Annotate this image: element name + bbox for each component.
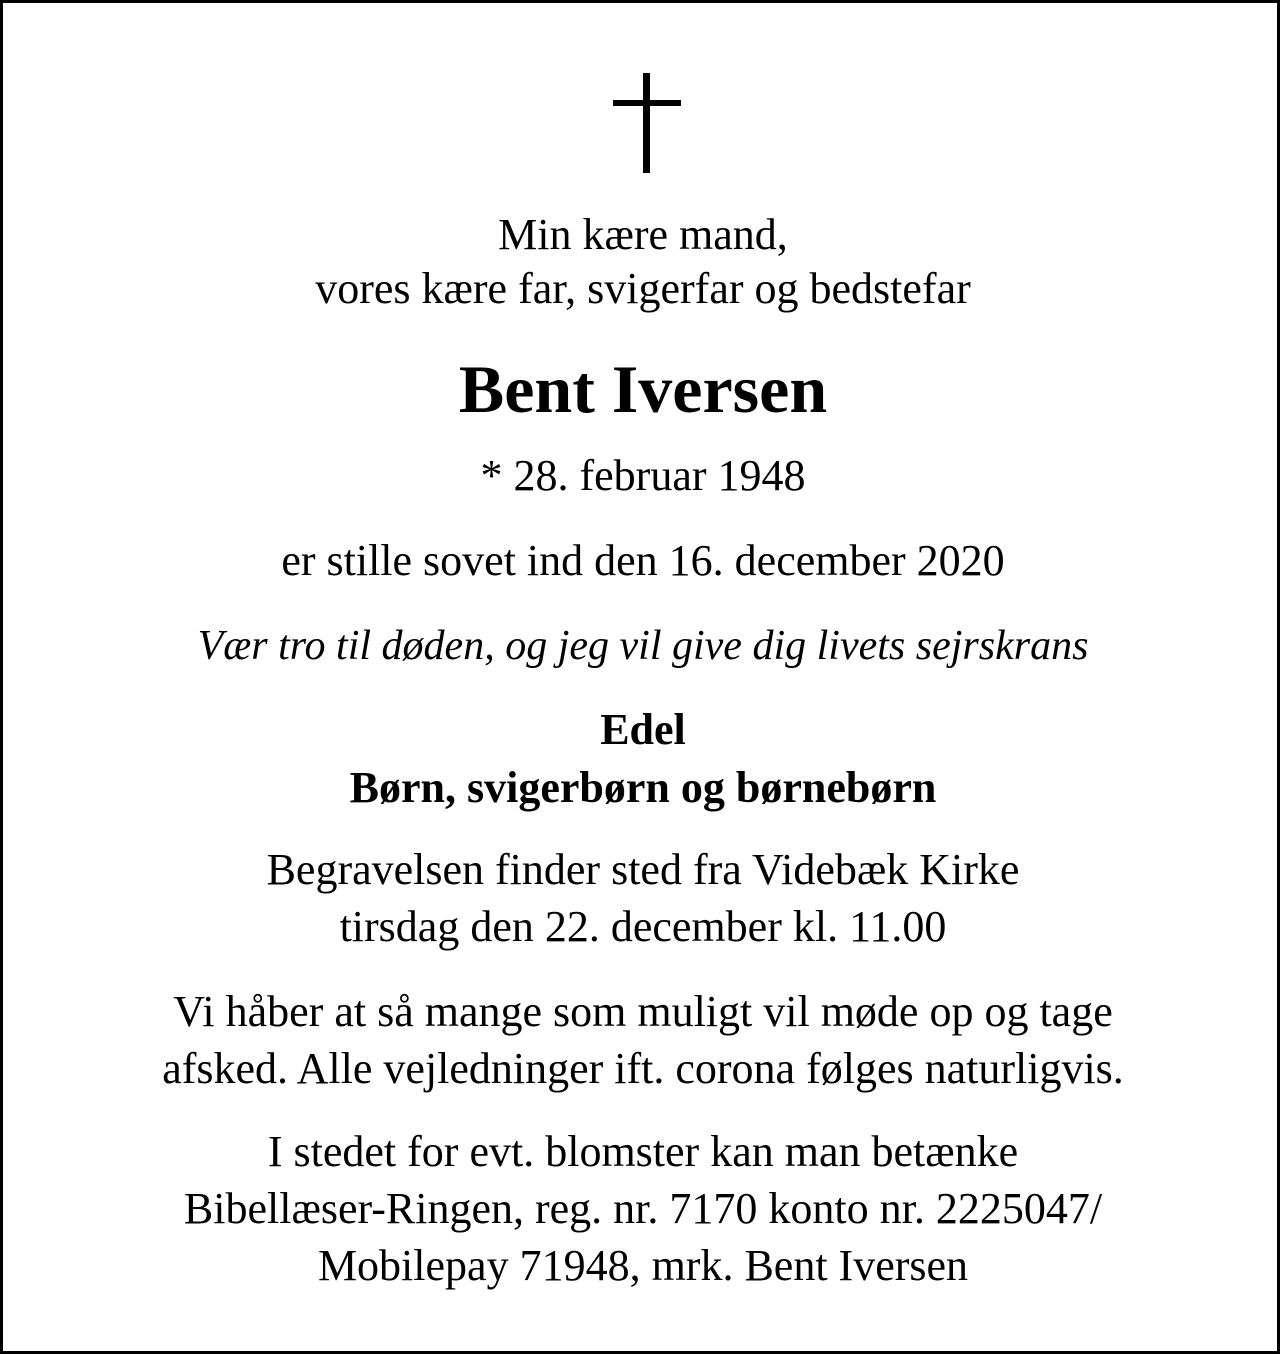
death-date: er stille sovet ind den 16. december 2020 [281,536,1005,585]
farewell-line-2: afsked. Alle vejledninger ift. corona følges naturligvis. [162,1044,1124,1093]
intro-line-1: Min kære mand, [498,210,788,259]
family-line-2: Børn, svigerbørn og børnebørn [349,763,937,812]
birth-date: * 28. februar 1948 [480,451,806,500]
donation-line-1: I stedet for evt. blomster kan man betænke [267,1127,1019,1176]
latin-cross-icon [613,73,681,173]
cross-vertical-bar [643,73,650,173]
donation-line-3: Mobilepay 71948, mrk. Bent Iversen [317,1241,969,1290]
deceased-name: Bent Iversen [458,351,828,427]
funeral-line-2: tirsdag den 22. december kl. 11.00 [339,902,947,951]
family-line-1: Edel [600,705,686,754]
funeral-line-1: Begravelsen finder sted fra Videbæk Kirke [266,845,1020,894]
intro-line-2: vores kære far, svigerfar og bedstefar [315,264,971,313]
donation-line-2: Bibellæser-Ringen, reg. nr. 7170 konto nr. 2225047/ [183,1184,1103,1233]
cross-horizontal-bar [613,100,681,106]
memorial-quote: Vær tro til døden, og jeg vil give dig livets sejrskrans [197,623,1089,669]
farewell-line-1: Vi håber at så mange som muligt vil møde op og tage [173,987,1113,1036]
